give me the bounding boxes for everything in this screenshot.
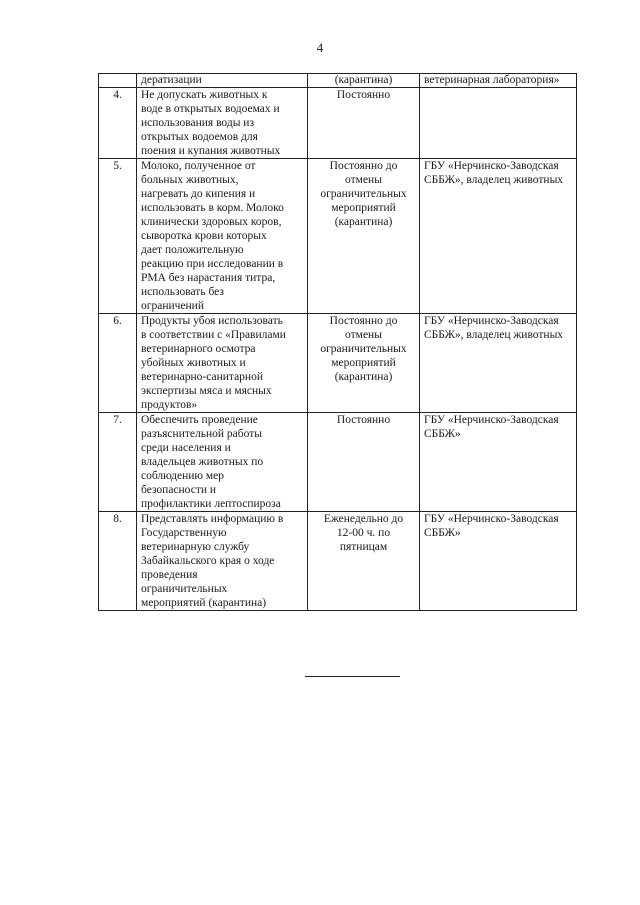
deadline-cell: Постоянно до отмены ограничительных мероприятий (карантина) [308, 159, 420, 314]
number-cell [99, 74, 137, 88]
responsible-cell [420, 88, 577, 159]
number-cell: 5. [99, 159, 137, 314]
deadline-cell: Еженедельно до 12-00 ч. по пятницам [308, 512, 420, 611]
number-cell: 6. [99, 314, 137, 413]
responsible-cell: ГБУ «Нерчинско-Заводская СББЖ», владелец животных [420, 314, 577, 413]
page-number: 4 [316, 40, 324, 55]
measure-cell: дератизации [137, 74, 308, 88]
responsible-cell: ГБУ «Нерчинско-Заводская СББЖ» [420, 512, 577, 611]
table-row [99, 88, 577, 159]
measure-cell: Представлять информацию в Государственную ветеринарную службу Забайкальского края о ходе проведения ограничительных мероприятий (карантина) [137, 512, 308, 611]
deadline-cell: Постоянно [308, 413, 420, 512]
measure-cell: Продукты убоя использовать в соответствии с «Правилами ветеринарного осмотра убойных животных и ветеринарно-санитарной экспертизы мяса и мясных продуктов» [137, 314, 308, 413]
deadline-cell: Постоянно [308, 88, 420, 159]
end-of-document-line [305, 676, 400, 677]
table-row [99, 314, 577, 413]
deadline-cell: (карантина) [308, 74, 420, 88]
responsible-cell: ГБУ «Нерчинско-Заводская СББЖ» [420, 413, 577, 512]
number-cell: 4. [99, 88, 137, 159]
responsible-cell: ветеринарная лаборатория» [420, 74, 577, 88]
measures-table [98, 73, 577, 611]
number-cell: 7. [99, 413, 137, 512]
responsible-cell: ГБУ «Нерчинско-Заводская СББЖ», владелец животных [420, 159, 577, 314]
table-row [99, 74, 577, 88]
table-row [99, 512, 577, 611]
table-row [99, 159, 577, 314]
number-cell: 8. [99, 512, 137, 611]
measure-cell: Молоко, полученное от больных животных, нагревать до кипения и использовать в корм. Молоко клинически здоровых коров, сыворотка крови которых дает положительную реакцию при исследовании в РМА без нарастания титра, использовать без ограничений [137, 159, 308, 314]
measure-cell: Обеспечить проведение разъяснительной работы среди населения и владельцев животных по соблюдению мер безопасности и профилактики лептоспироза [137, 413, 308, 512]
deadline-cell: Постоянно до отмены ограничительных мероприятий (карантина) [308, 314, 420, 413]
measure-cell: Не допускать животных к воде в открытых водоемах и использования воды из открытых водоемов для поения и купания животных [137, 88, 308, 159]
table-row [99, 413, 577, 512]
